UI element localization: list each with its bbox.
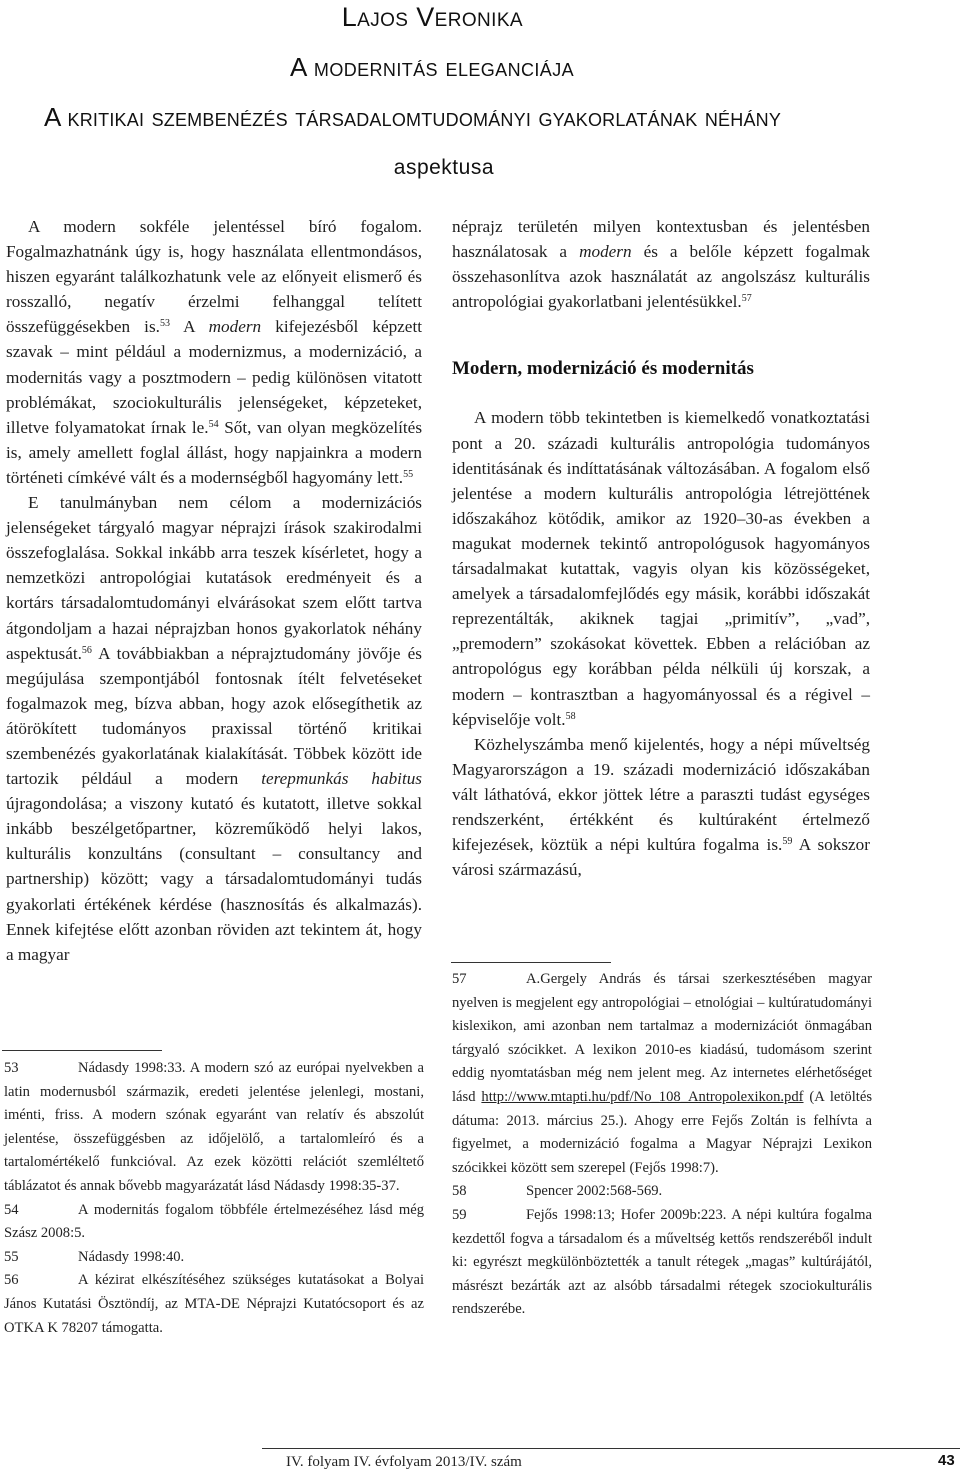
footnote-58	[452, 1180, 872, 1204]
footnote-number: 53	[4, 1060, 19, 1076]
footnote-text: Nádasdy 1998:40.	[78, 1248, 185, 1265]
footnote-text: A kézirat elkészítéséhez szükséges kutatásokat a Bolyai János Kutatási Ösztöndíj, az MTA-DE Néprajzi Kutatócsoport és az OTKA K 78207 támogatta.	[4, 1272, 424, 1336]
footnote-text: Spencer 2002:568-569.	[526, 1183, 663, 1200]
footnote-ref-54: 54	[208, 418, 219, 430]
author-name: Lajos Veronika	[341, 2, 523, 32]
emphasis: modern	[579, 242, 632, 262]
journal-issue: IV. folyam IV. évfolyam 2013/IV. szám	[286, 1454, 522, 1470]
text-run: A sokszor városi származású,	[452, 835, 870, 880]
footnote-number: 55	[4, 1248, 19, 1265]
footnote-text: Fejős 1998:13; Hofer 2009b:223. A népi kultúra fogalma kezdettől fogva a társadalom és a műveltség kettős rendszeréből indult ki: egyrészt megkülönböztették a tanult rétegek „magas” kultúrájától, másrészt bezárták azt az alsóbb társadalmi rétegek szociokulturális rendszerébe.	[452, 1206, 872, 1318]
footnotes-right	[452, 968, 872, 1322]
footnote-ref-59: 59	[782, 836, 793, 848]
left-column	[6, 214, 422, 967]
footnote-number: 59	[452, 1206, 467, 1223]
footnote-text: A modernitás fogalom többféle értelmezéséhez lásd még Szász 2008:5.	[4, 1201, 424, 1242]
footnote-number: 58	[452, 1183, 467, 1200]
text-run: kifejezésből képzett szavak – mint például a modernizmus, a modernizáció, a modernitás vagy a posztmodern – pedig különösen vitatott problémákat, szociokulturális jelenségeket, képzeteket, illetve folyamatokat írnak le.	[6, 317, 422, 437]
left-paragraph-1	[6, 214, 422, 490]
footnote-54	[4, 1199, 424, 1246]
right-column	[452, 214, 870, 882]
emphasis: terepmunkás habitus	[261, 769, 422, 789]
right-paragraph-3	[452, 732, 870, 883]
section-heading: Modern, modernizáció és modernitás	[452, 358, 754, 380]
footnote-ref-57: 57	[741, 293, 752, 305]
text-run: Sőt, van olyan megközelítés is, amely amellett foglal állást, hogy napjainkra a modern történeti címkévé vált és a modernségből hagyomány lett.	[6, 417, 423, 487]
footnote-number: 54	[4, 1201, 19, 1218]
footnote-57	[452, 968, 872, 1180]
footnote-59	[452, 1204, 872, 1322]
right-paragraph-1	[452, 214, 870, 314]
text-run: újragondolása; a viszony kutató és kutatott, illetve sokkal inkább beszélgetőpartner, közreműködő helyi lakos, kulturális konzultáns (consultant – consultancy and partnership) között; vagy a társadalomtudományi tudás gyakorlati értékének kérdése (hasznosítás és alkalmazás). Ennek kifejtése előtt azonban röviden azt tekintem át, hogy a magyar	[6, 794, 422, 964]
text-run: A modern több tekintetben is kiemelkedő vonatkoztatási pont a 20. századi kulturális antropológia tudományos identitásának és indíttatásának változásában. A fogalom első jelentése a modern kulturális antropológia létrejöttének időszakához kötődik, amikor az 1920–30-as években a magukat modernek tekintő antropológusok hagyományos társadalmakat kutattak, vagyis olyan kis közösségeket, amelyek a társadalomfejlődés egy másik, korábbi időszakát reprezentálták, akiknek tagjai „primitív”, „vad”, „premodern” szokásokat követtek. Ebben a relációban az antropológus egy korábban példa nélküli új korszak, a modern – kontrasztban a hagyományossal és a régivel – képviselője volt.	[452, 408, 870, 729]
footnote-text: A.Gergely András és társai szerkesztésében magyar nyelven is megjelent egy antropológiai – etnológiai – kultúratudományi kislexikon, ami azonban nem tartalmaz a modernizációt önmagában tárgyaló szócikket. A lexikon 2010-es kiadású, tudomásom szerint eddig nyomtatásban még nem jelent meg. Az internetes elérhetőséget lásd	[452, 971, 872, 1105]
article-title: A modernitás eleganciája	[290, 52, 575, 82]
page-number: 43	[938, 1452, 955, 1469]
text-run: Közhelyszámba menő kijelentés, hogy a népi műveltség Magyarországon a 19. századi modernizáció időszakában vált láthatóvá, ekkor jöttek létre a paraszti tudást egységes rendszerként, értékként és kultúraként értelmező kifejezések, köztük a népi kultúra fogalma is.	[452, 734, 870, 855]
footnote-text: Nádasdy 1998:33. A modern szó az európai nyelvekben a latin modernusból származik, eredeti jelentése jelenlegi, mostani, iménti, friss. A modern szónak egyaránt van relatív és abszolút jelentése, összefüggésben az időjelölő, a tartalomleíró és a tartalomértékelő funkcióval. Az ezek közötti relációt szemléltető táblázatot és annak bővebb magyarázatát lásd Nádasdy 1998:35-37.	[4, 1060, 424, 1194]
article-subtitle-line1: A kritikai szembenézés társadalomtudományi gyakorlatának néhány	[44, 102, 782, 132]
text-run: E tanulmányban nem célom a modernizációs jelenségeket tárgyaló magyar néprajzi írások szakirodalmi összefoglalása. Sokkal inkább arra teszek kísérletet, hogy a nemzetközi antropológiai kutatások eredményeit és a kortárs társadalomtudományi elvárásokat szem előtt tartva átgondoljam a hazai néprajzban honos gyakorlatok néhány aspektusát.	[6, 493, 422, 663]
footnote-separator-left	[2, 1050, 162, 1051]
footnote-ref-56: 56	[81, 644, 92, 656]
footnote-separator-right	[451, 962, 611, 963]
footnote-number: 57	[452, 971, 467, 987]
footnote-ref-53: 53	[159, 318, 170, 330]
footnote-55	[4, 1246, 424, 1270]
footer-rule	[262, 1448, 960, 1449]
footnote-text: (A letöltés dátuma: 2013. március 25.). Ahogy erre Fejős Zoltán is felhívta a figyelmet, a modernizáció fogalma a Magyar Néprajzi Lexikon szócikkei között sem szerepel (Fejős 1998:7).	[452, 1088, 872, 1176]
footnote-number: 56	[4, 1272, 19, 1289]
footnote-53	[4, 1057, 424, 1199]
text-run: A továbbiakban a néprajztudomány jövője és megújulása szempontjából fontosnak ítélt felvetéseket fogalmazok meg, bízva abban, hogy azok elősegíthetik az átörökített tudományos praxissal történő kritikai szembenézés gyakorlatának kialakítását. Többek között ide tartozik például a modern	[6, 643, 422, 789]
footnote-ref-55: 55	[403, 468, 414, 480]
footnotes-left	[4, 1057, 424, 1340]
footnote-56	[4, 1269, 424, 1340]
left-paragraph-2	[6, 490, 422, 967]
text-run: és a belőle képzett fogalmak összehasonlítva azok használatát az angolszász kulturális antropológiai gyakorlatbani jelentésükkel.	[452, 242, 870, 312]
text-run: néprajz területén milyen kontextusban és jelentésben használatosak a	[452, 217, 870, 262]
emphasis: modern	[208, 317, 262, 337]
footnote-ref-58: 58	[565, 710, 576, 722]
text-run: A	[169, 317, 209, 337]
article-subtitle-line2: aspektusa	[393, 156, 494, 179]
right-paragraph-2	[452, 405, 870, 731]
lexicon-link[interactable]: http://www.mtapti.hu/pdf/No_108_Antropolexikon.pdf	[481, 1088, 804, 1105]
text-run: A modern sokféle jelentéssel bíró fogalom. Fogalmazhatnánk úgy is, hogy használata ellentmondásos, hiszen egyaránt találkozhatunk vele az előnyeit elismerő és rosszalló, negatív érzelmi felhanggal telített összefüggésekben is.	[6, 217, 422, 337]
